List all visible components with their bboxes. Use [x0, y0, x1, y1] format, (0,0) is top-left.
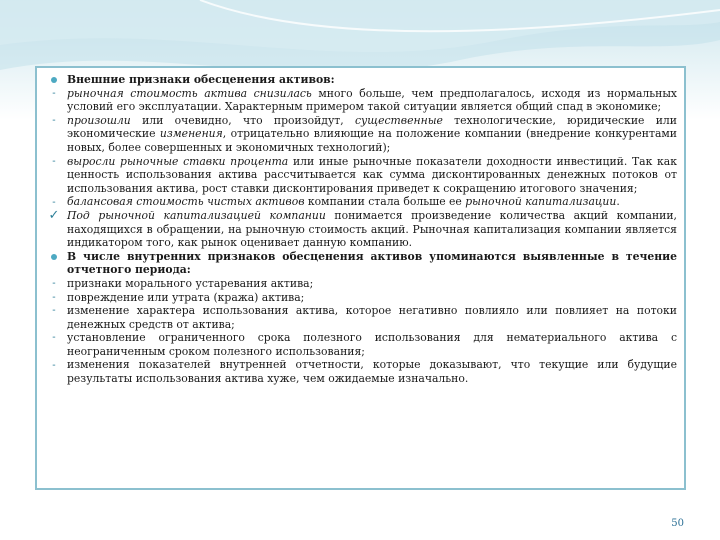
list-item: [47, 250, 677, 277]
item-text: или иные рыночные показатели доходности инвестиций. Так как ценность использования актива рассчитывается как сумма дисконтированных денежных потоков от использования актива, рост ставки дисконтирования приведет к сокращению итогового значения;: [67, 154, 677, 195]
dash-icon: -: [52, 332, 56, 344]
item-text: существенные: [355, 113, 443, 127]
dash-icon: -: [52, 114, 56, 126]
item-text: изменения показателей внутренней отчетности, которые доказывают, что текущие или будущие результаты использования актива хуже, чем ожидаемые изначально.: [67, 358, 677, 386]
item-text: изменения: [159, 127, 223, 141]
list-item: [47, 209, 677, 250]
dash-icon: -: [52, 155, 56, 167]
list-item: [47, 155, 677, 196]
item-text: рыночной капитализации: [465, 195, 617, 209]
dash-icon: -: [52, 291, 56, 303]
item-text: много больше, чем предполагалось, исходя из нормальных условий его эксплуатации. Характерным примером такой ситуации является общий спад в экономике;: [67, 86, 677, 114]
item-text: понимается произведение количества акций компании, находящихся в обращении, на рыночную стоимость акций. Рыночная капитализация компании является индикатором того, как рынок оценивает данную компанию.: [67, 208, 677, 250]
item-text: установление ограниченного срока полезного использования для нематериального актива с неограниченным сроком полезного использования;: [67, 331, 677, 358]
bullet-list: [47, 73, 677, 386]
list-item: [47, 73, 677, 87]
item-text: изменение характера использования актива, которое негативно повлияло или повлияет на потоки денежных средств от актива;: [67, 304, 677, 331]
item-text: Под рыночной капитализацией компании: [67, 208, 326, 222]
list-item: [47, 277, 677, 291]
list-item: [47, 114, 677, 155]
bullet-icon: [47, 250, 61, 264]
item-text: выросли рыночные ставки процента: [67, 154, 289, 168]
list-item: [47, 331, 677, 358]
item-text: или очевидно, что произойдут,: [130, 113, 355, 127]
list-item: [47, 291, 677, 305]
item-text: компании стала больше ее: [304, 195, 466, 209]
item-text: произошли: [67, 113, 131, 127]
dash-icon: -: [52, 196, 56, 208]
dash-icon: -: [52, 359, 56, 371]
list-item: [47, 304, 677, 331]
list-item: [47, 195, 677, 209]
item-text: , отрицательно влияющие на положение компании (внедрение конкурентами новых, более совершенных и экономичных технологий);: [67, 127, 677, 154]
item-text: рыночная стоимость актива снизилась: [67, 86, 312, 100]
list-item: [47, 358, 677, 385]
dash-icon: -: [52, 278, 56, 290]
content-box: [35, 66, 686, 490]
dash-icon: -: [52, 87, 56, 99]
dash-icon: -: [52, 305, 56, 317]
item-text: балансовая стоимость чистых активов: [67, 195, 305, 209]
list-item: [47, 87, 677, 114]
checkmark-icon: ✓: [48, 208, 60, 224]
item-text: В числе внутренних признаков обесценения активов упоминаются выявленные в течение отчетного периода:: [67, 249, 677, 277]
item-text: .: [616, 195, 620, 209]
item-text: Внешние признаки обесценения активов:: [67, 73, 335, 86]
item-text: повреждение или утрата (кража) актива;: [67, 290, 305, 304]
bullet-icon: [47, 73, 61, 87]
item-text: технологические, юридические или экономические: [67, 113, 677, 141]
page-number: 50: [671, 518, 684, 529]
item-text: признаки морального устаревания актива;: [67, 276, 314, 290]
